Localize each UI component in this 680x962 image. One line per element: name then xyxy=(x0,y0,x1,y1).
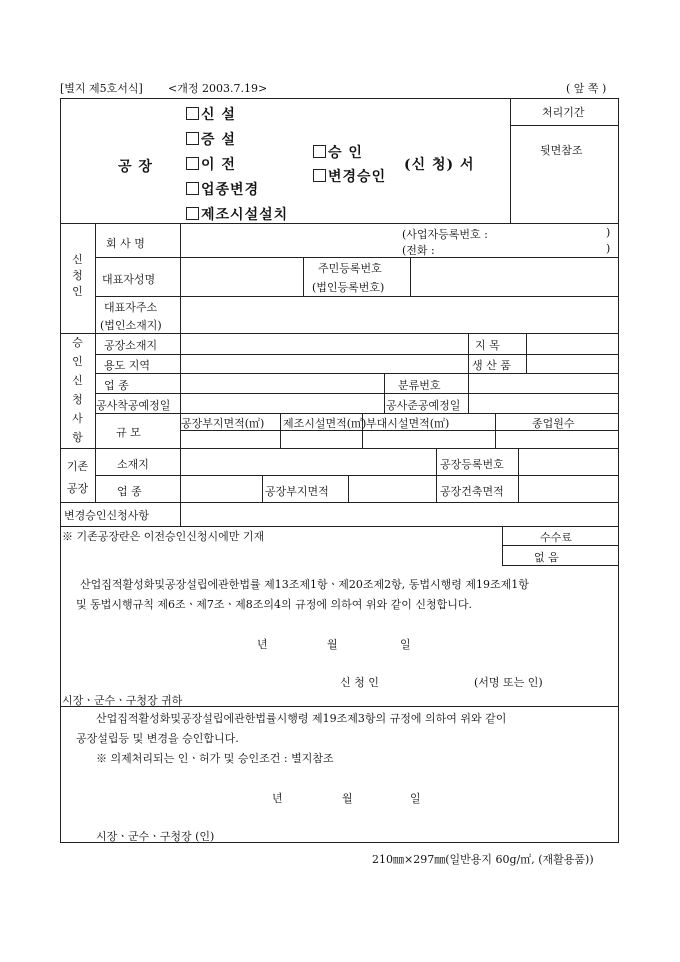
declaration-date-day: 일 xyxy=(400,638,411,651)
site-area-label: 공장부지면적(㎡) xyxy=(181,417,265,430)
industry-label: 업 종 xyxy=(104,379,129,392)
company-label: 회 사 명 xyxy=(106,237,145,250)
phone-close: ) xyxy=(606,242,611,255)
finish-date-label: 공사준공예정일 xyxy=(386,399,461,412)
approval-signer: 시장ㆍ군수ㆍ구청장 (인) xyxy=(96,830,215,843)
resident-reg-label: 주민등록번호 xyxy=(318,262,382,275)
note-text: ※ 기존공장란은 이전승인신청시에만 기재 xyxy=(62,530,265,543)
checkbox-icon xyxy=(186,157,199,170)
option-expand: 증 설 xyxy=(186,129,236,149)
existing-industry-label: 업 종 xyxy=(117,485,142,498)
approval-date-year: 년 xyxy=(272,792,283,805)
class-number-label: 분류번호 xyxy=(398,379,441,392)
corp-reg-label: (법인등록번호) xyxy=(312,281,385,294)
aux-area-label: 부대시설면적(㎡) xyxy=(366,417,450,430)
declaration-date-year: 년 xyxy=(257,638,268,651)
approval-date-day: 일 xyxy=(410,792,421,805)
option-relocate: 이 전 xyxy=(186,154,236,174)
approval-section-label: 승 인 신 청 사 항 xyxy=(72,336,83,444)
corp-address-label: (법인소재지) xyxy=(100,319,162,332)
existing-factory-reg-label: 공장등록번호 xyxy=(440,458,504,471)
applicant-section-label: 신 청 인 xyxy=(72,253,83,298)
option-change-approval: 변경승인 xyxy=(313,166,386,186)
revision-date: <개정 2003.7.19> xyxy=(168,82,268,95)
option-approval: 승 인 xyxy=(313,142,363,162)
approval-date-month: 월 xyxy=(342,792,353,805)
approval-line3: ※ 의제처리되는 인ㆍ허가 및 승인조건 : 별지참조 xyxy=(96,752,334,765)
declaration-date-month: 월 xyxy=(327,638,338,651)
approval-line2: 공장설립등 및 변경을 승인합니다. xyxy=(76,732,239,745)
facility-area-label: 제조시설면적(㎡) xyxy=(283,417,367,430)
existing-building-area-label: 공장건축면적 xyxy=(440,485,504,498)
land-category-label: 지 목 xyxy=(475,339,500,352)
signature-label: (서명 또는 인) xyxy=(474,676,543,689)
page-side: ( 앞 쪽 ) xyxy=(566,82,607,95)
title-suffix: (신 청) 서 xyxy=(404,157,475,173)
option-new: 신 설 xyxy=(186,104,236,124)
factory-location-label: 공장소재지 xyxy=(104,339,158,352)
checkbox-icon xyxy=(313,145,326,158)
option-change-industry: 업종변경 xyxy=(186,179,259,199)
zoning-label: 용도 지역 xyxy=(104,359,151,372)
declaration-line1: 산업집적활성화및공장설립에관한법률 제13조제1항ㆍ제20조제2항, 동법시행령 제19조제1항 xyxy=(80,578,529,591)
fee-value: 없 음 xyxy=(534,551,559,564)
fee-label: 수수료 xyxy=(540,531,572,544)
processing-value: 뒷면참조 xyxy=(540,144,583,157)
existing-site-area-label: 공장부지면적 xyxy=(265,485,329,498)
business-reg-close: ) xyxy=(606,226,611,239)
checkbox-icon xyxy=(186,207,199,220)
paper-spec: 210㎜×297㎜(일반용지 60g/㎡, (재활용품)) xyxy=(372,853,594,866)
employees-label: 종업원수 xyxy=(532,417,575,430)
title-factory: 공 장 xyxy=(118,159,153,175)
change-items-label: 변경승인신청사항 xyxy=(64,509,150,522)
checkbox-icon xyxy=(313,169,326,182)
approval-line1: 산업집적활성화및공장설립에관한법률시행령 제19조제3항의 규정에 의하여 위와 같이 xyxy=(96,712,507,725)
checkbox-icon xyxy=(186,107,199,120)
rep-address-label: 대표자주소 xyxy=(104,301,158,314)
processing-label: 처리기간 xyxy=(542,106,585,119)
checkbox-icon xyxy=(186,132,199,145)
declaration-line2: 및 동법시행규칙 제6조ㆍ제7조ㆍ제8조의4의 규정에 의하여 위와 같이 신청합니다. xyxy=(76,598,472,611)
option-install-facility: 제조시설설치 xyxy=(186,204,288,224)
scale-label: 규 모 xyxy=(116,426,141,439)
phone-label: (전화 : xyxy=(402,244,435,257)
existing-location-label: 소재지 xyxy=(117,458,149,471)
product-label: 생 산 품 xyxy=(472,359,511,372)
existing-section-label: 기존 공장 xyxy=(66,460,89,495)
checkbox-icon xyxy=(186,182,199,195)
applicant-sign-label: 신 청 인 xyxy=(340,676,379,689)
business-reg-label: (사업자등록번호 : xyxy=(402,228,488,241)
form-number: [별지 제5호서식] xyxy=(60,82,143,95)
addressee: 시장ㆍ군수ㆍ구청장 귀하 xyxy=(62,694,183,707)
rep-name-label: 대표자성명 xyxy=(102,273,156,286)
start-date-label: 공사착공예정일 xyxy=(96,399,171,412)
